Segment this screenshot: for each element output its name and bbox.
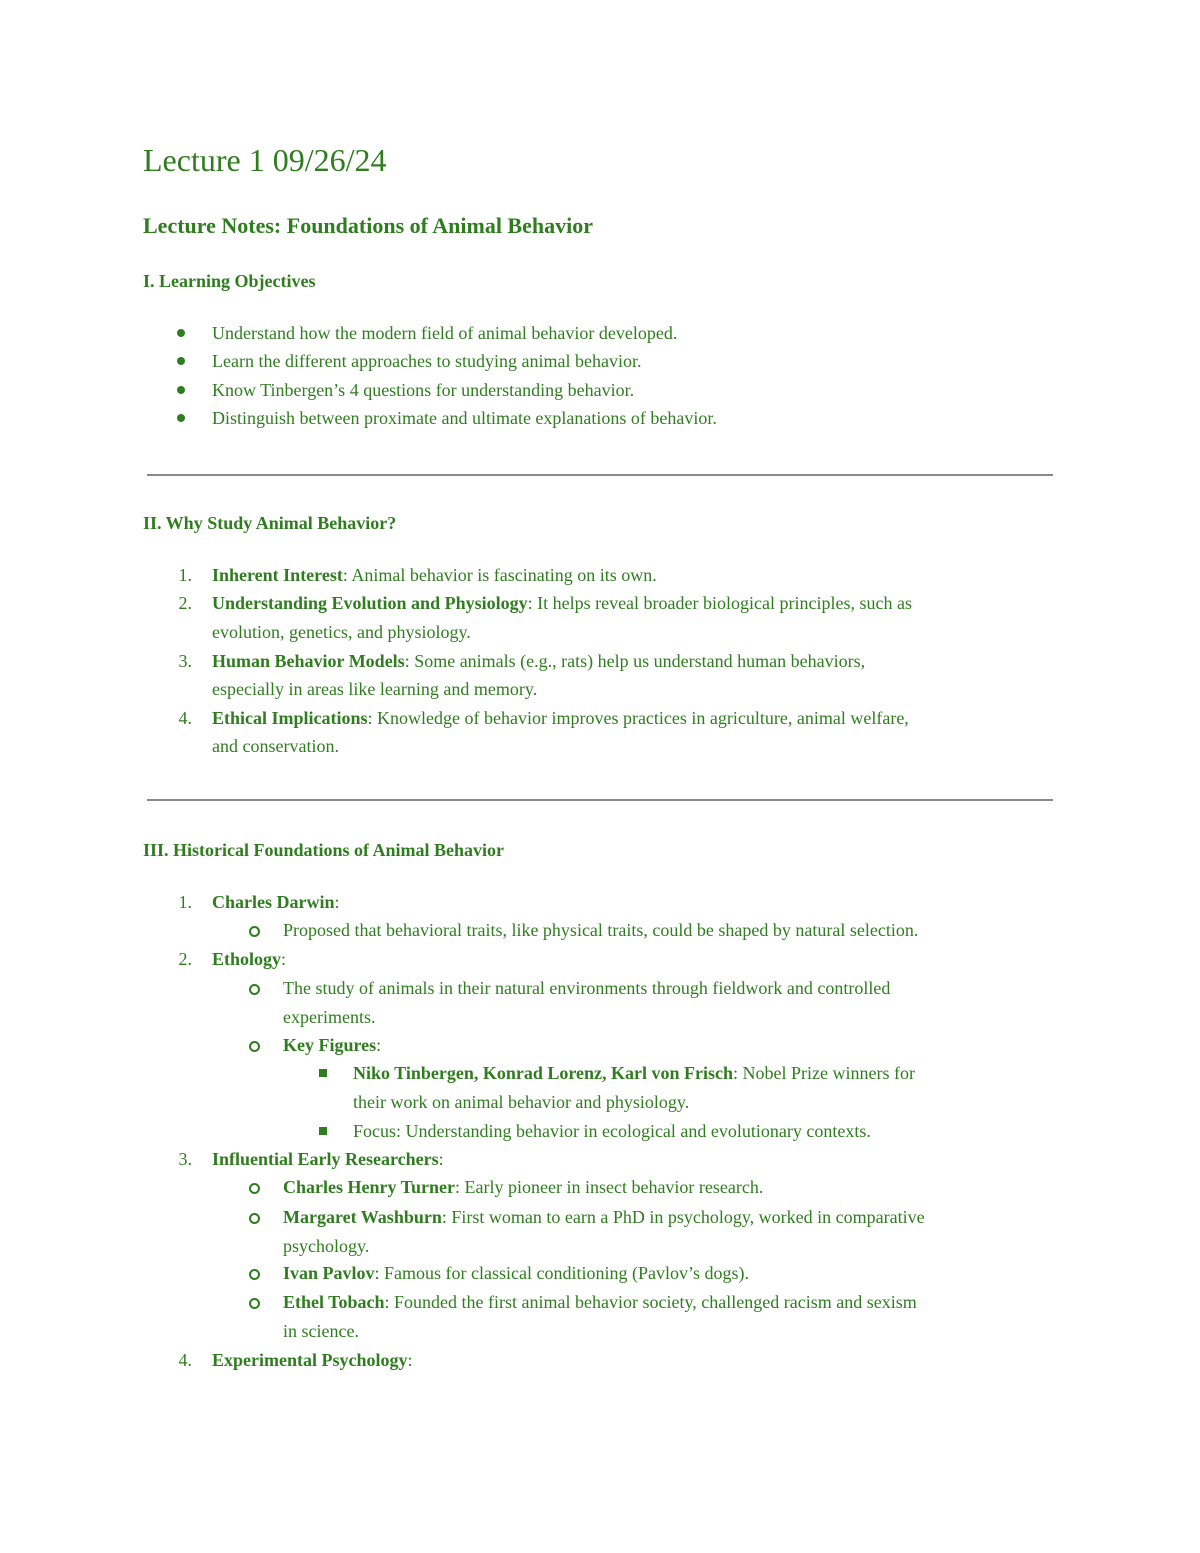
sub-item-continuation: psychology. <box>283 1236 370 1256</box>
item-term: Ethology <box>212 949 282 969</box>
list-item-continuation: evolution, genetics, and physiology. <box>212 622 471 642</box>
item-term: Influential Early Researchers <box>212 1149 439 1169</box>
item-text: : It helps reveal broader biological principles, such as <box>527 593 912 613</box>
section-heading-why-study: II. Why Study Animal Behavior? <box>143 513 397 533</box>
sub-sub-item-continuation: their work on animal behavior and physiology. <box>353 1092 690 1112</box>
circle-bullet-icon <box>249 926 260 937</box>
item-term: Margaret Washburn <box>283 1207 442 1227</box>
sub-item: The study of animals in their natural environments through fieldwork and controlled <box>283 978 891 998</box>
item-term: Charles Darwin <box>212 892 335 912</box>
sub-item <box>283 1204 925 1230</box>
sub-item: Proposed that behavioral traits, like physical traits, could be shaped by natural selection. <box>283 920 919 940</box>
list-item <box>212 889 340 915</box>
list-item <box>212 590 912 616</box>
list-item <box>212 562 657 588</box>
page-subtitle: Lecture Notes: Foundations of Animal Behavior <box>143 213 593 238</box>
item-term: Key Figures <box>283 1035 377 1055</box>
item-text: : First woman to earn a PhD in psychology, worked in comparative <box>441 1207 925 1227</box>
bullet-icon <box>177 357 185 365</box>
sub-item <box>283 1289 917 1315</box>
list-number: 3. <box>178 651 192 671</box>
circle-bullet-icon <box>249 1213 260 1224</box>
list-item: Distinguish between proximate and ultimate explanations of behavior. <box>212 408 717 428</box>
page-title: Lecture 1 09/26/24 <box>143 142 387 178</box>
list-item-continuation: and conservation. <box>212 736 339 756</box>
circle-bullet-icon <box>249 1298 260 1309</box>
list-number: 3. <box>178 1149 192 1169</box>
list-item-continuation: especially in areas like learning and memory. <box>212 679 538 699</box>
list-item <box>212 1347 413 1373</box>
item-text: : <box>334 892 340 912</box>
item-text: : <box>407 1350 413 1370</box>
bullet-icon <box>177 329 185 337</box>
horizontal-rule <box>147 474 1053 476</box>
section-heading-historical-foundations: III. Historical Foundations of Animal Behavior <box>143 840 505 860</box>
list-item <box>212 1146 444 1172</box>
square-bullet-icon <box>319 1127 327 1135</box>
list-number: 2. <box>178 949 192 969</box>
list-item <box>212 648 865 674</box>
item-term: Ethel Tobach <box>283 1292 385 1312</box>
item-text: : Founded the first animal behavior society, challenged racism and sexism <box>384 1292 917 1312</box>
item-text: : Animal behavior is fascinating on its own. <box>342 565 657 585</box>
item-term: Ethical Implications <box>212 708 368 728</box>
circle-bullet-icon <box>249 1269 260 1280</box>
sub-sub-item: Focus: Understanding behavior in ecological and evolutionary contexts. <box>353 1121 871 1141</box>
item-term: Ivan Pavlov <box>283 1263 375 1283</box>
list-number: 4. <box>178 708 192 728</box>
list-item: Learn the different approaches to studying animal behavior. <box>212 351 642 371</box>
item-term: Inherent Interest <box>212 565 343 585</box>
item-text: : Nobel Prize winners for <box>733 1063 915 1083</box>
bullet-icon <box>177 414 185 422</box>
item-text: : Famous for classical conditioning (Pavlov’s dogs). <box>374 1263 749 1283</box>
list-item <box>212 946 286 972</box>
sub-item <box>283 1260 749 1286</box>
sub-item-continuation: in science. <box>283 1321 359 1341</box>
item-text: : Knowledge of behavior improves practices in agriculture, animal welfare, <box>367 708 909 728</box>
horizontal-rule <box>147 799 1053 801</box>
item-term: Niko Tinbergen, Konrad Lorenz, Karl von Frisch <box>353 1063 734 1083</box>
circle-bullet-icon <box>249 1041 260 1052</box>
item-term: Human Behavior Models <box>212 651 405 671</box>
section-heading-learning-objectives: I. Learning Objectives <box>143 271 316 291</box>
list-number: 4. <box>178 1350 192 1370</box>
item-text: : Early pioneer in insect behavior research. <box>455 1177 764 1197</box>
item-text: : <box>438 1149 444 1169</box>
item-term: Charles Henry Turner <box>283 1177 456 1197</box>
circle-bullet-icon <box>249 984 260 995</box>
circle-bullet-icon <box>249 1183 260 1194</box>
item-text: : <box>281 949 287 969</box>
item-term: Experimental Psychology <box>212 1350 408 1370</box>
list-number: 1. <box>178 565 192 585</box>
item-text: : Some animals (e.g., rats) help us understand human behaviors, <box>404 651 866 671</box>
sub-item <box>283 1032 381 1058</box>
item-text: : <box>376 1035 382 1055</box>
list-number: 1. <box>178 892 192 912</box>
sub-sub-item <box>353 1060 915 1086</box>
list-item: Understand how the modern field of animal behavior developed. <box>212 323 678 343</box>
list-item: Know Tinbergen’s 4 questions for understanding behavior. <box>212 380 635 400</box>
list-item <box>212 705 909 731</box>
bullet-icon <box>177 386 185 394</box>
list-number: 2. <box>178 593 192 613</box>
sub-item-continuation: experiments. <box>283 1007 376 1027</box>
sub-item <box>283 1174 763 1200</box>
item-term: Understanding Evolution and Physiology <box>212 593 528 613</box>
square-bullet-icon <box>319 1069 327 1077</box>
